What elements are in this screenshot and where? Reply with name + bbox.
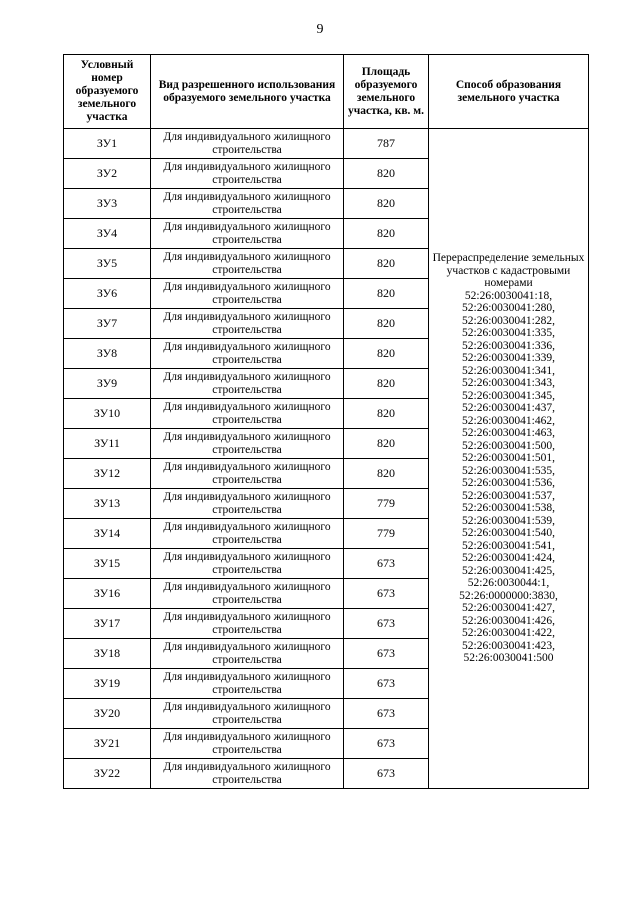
permitted-use-cell: Для индивидуального жилищного строительства [151,759,344,789]
cadastral-number: 52:26:0030041:500, [462,439,555,452]
permitted-use-cell: Для индивидуального жилищного строительства [151,579,344,609]
area-cell: 673 [344,609,429,639]
permitted-use-cell: Для индивидуального жилищного строительства [151,429,344,459]
cadastral-number: 52:26:0030041:427, [462,602,555,615]
cadastral-number: 52:26:0030041:425, [462,564,555,577]
area-cell: 820 [344,159,429,189]
cadastral-number: 52:26:0030044:1, [467,577,550,590]
plot-number-cell: ЗУ10 [64,399,151,429]
plot-number-cell: ЗУ9 [64,369,151,399]
area-cell: 673 [344,729,429,759]
cadastral-number: 52:26:0030041:535, [462,464,555,477]
plot-number-cell: ЗУ5 [64,249,151,279]
table-row [64,129,589,159]
cadastral-number: 52:26:0030041:463, [462,427,555,440]
cadastral-number: 52:26:0030041:345, [462,389,555,402]
cadastral-number: 52:26:0030041:541, [462,539,555,552]
permitted-use-cell: Для индивидуального жилищного строительства [151,669,344,699]
plot-number-cell: ЗУ20 [64,699,151,729]
cadastral-number: 52:26:0030041:335, [462,327,555,340]
cadastral-number-list [431,290,586,665]
area-cell: 673 [344,759,429,789]
cadastral-number: 52:26:0030041:536, [462,477,555,490]
area-cell: 820 [344,339,429,369]
header-plot-number: Условный номер образуемого земельного участка [64,55,151,129]
cadastral-number: 52:26:0030041:462, [462,414,555,427]
area-cell: 820 [344,249,429,279]
permitted-use-cell: Для индивидуального жилищного строительства [151,549,344,579]
cadastral-number: 52:26:0030041:18, [464,289,553,302]
plot-number-cell: ЗУ14 [64,519,151,549]
area-cell: 820 [344,219,429,249]
permitted-use-cell: Для индивидуального жилищного строительства [151,609,344,639]
plot-number-cell: ЗУ11 [64,429,151,459]
plot-number-cell: ЗУ21 [64,729,151,759]
plot-number-cell: ЗУ3 [64,189,151,219]
cadastral-number: 52:26:0030041:426, [462,614,555,627]
permitted-use-cell: Для индивидуального жилищного строительства [151,249,344,279]
permitted-use-cell: Для индивидуального жилищного строительства [151,279,344,309]
header-area: Площадь образуемого земельного участка, кв. м. [344,55,429,129]
plot-number-cell: ЗУ6 [64,279,151,309]
area-cell: 673 [344,579,429,609]
permitted-use-cell: Для индивидуального жилищного строительства [151,189,344,219]
table-header-row [64,55,589,129]
area-cell: 820 [344,279,429,309]
cadastral-number: 52:26:0030041:336, [462,339,555,352]
cadastral-number: 52:26:0030041:537, [462,489,555,502]
permitted-use-cell: Для индивидуального жилищного строительства [151,519,344,549]
plot-number-cell: ЗУ17 [64,609,151,639]
permitted-use-cell: Для индивидуального жилищного строительства [151,339,344,369]
formation-method-cell [429,129,589,789]
cadastral-number: 52:26:0030041:424, [462,552,555,565]
cadastral-number: 52:26:0030041:540, [462,527,555,540]
plot-number-cell: ЗУ12 [64,459,151,489]
plot-number-cell: ЗУ16 [64,579,151,609]
page-number: 9 [316,22,324,37]
cadastral-number: 52:26:0030041:339, [462,352,555,365]
table-body [64,129,589,789]
cadastral-number: 52:26:0030041:501, [462,452,555,465]
area-cell: 673 [344,669,429,699]
land-plots-table [63,54,589,789]
area-cell: 820 [344,399,429,429]
area-cell: 779 [344,489,429,519]
header-permitted-use: Вид разрешенного использования образуемого земельного участка [151,55,344,129]
cadastral-number: 52:26:0030041:341, [462,364,555,377]
plot-number-cell: ЗУ2 [64,159,151,189]
permitted-use-cell: Для индивидуального жилищного строительства [151,369,344,399]
permitted-use-cell: Для индивидуального жилищного строительства [151,309,344,339]
plot-number-cell: ЗУ22 [64,759,151,789]
permitted-use-cell: Для индивидуального жилищного строительства [151,699,344,729]
plot-number-cell: ЗУ13 [64,489,151,519]
permitted-use-cell: Для индивидуального жилищного строительства [151,489,344,519]
permitted-use-cell: Для индивидуального жилищного строительства [151,219,344,249]
permitted-use-cell: Для индивидуального жилищного строительства [151,459,344,489]
plot-number-cell: ЗУ1 [64,129,151,159]
plot-number-cell: ЗУ15 [64,549,151,579]
header-formation-method: Способ образования земельного участка [429,55,589,129]
cadastral-number: 52:26:0030041:538, [462,502,555,515]
cadastral-number: 52:26:0000000:3830, [459,589,558,602]
cadastral-number: 52:26:0030041:500 [463,652,554,665]
permitted-use-cell: Для индивидуального жилищного строительства [151,129,344,159]
plot-number-cell: ЗУ8 [64,339,151,369]
permitted-use-cell: Для индивидуального жилищного строительства [151,639,344,669]
cadastral-number: 52:26:0030041:343, [462,377,555,390]
plot-number-cell: ЗУ18 [64,639,151,669]
area-cell: 820 [344,459,429,489]
plot-number-cell: ЗУ4 [64,219,151,249]
plot-number-cell: ЗУ19 [64,669,151,699]
cadastral-number: 52:26:0030041:539, [462,514,555,527]
cadastral-number: 52:26:0030041:422, [462,627,555,640]
plot-number-cell: ЗУ7 [64,309,151,339]
area-cell: 820 [344,369,429,399]
area-cell: 673 [344,639,429,669]
cadastral-number: 52:26:0030041:437, [462,402,555,415]
permitted-use-cell: Для индивидуального жилищного строительства [151,399,344,429]
area-cell: 673 [344,549,429,579]
cadastral-number: 52:26:0030041:280, [462,302,555,315]
area-cell: 820 [344,429,429,459]
cadastral-number: 52:26:0030041:282, [462,314,555,327]
permitted-use-cell: Для индивидуального жилищного строительства [151,729,344,759]
area-cell: 779 [344,519,429,549]
formation-method-intro: Перераспределение земельных участков с кадастровыми номерами [432,252,585,290]
area-cell: 820 [344,189,429,219]
permitted-use-cell: Для индивидуального жилищного строительства [151,159,344,189]
cadastral-number: 52:26:0030041:423, [462,639,555,652]
area-cell: 787 [344,129,429,159]
area-cell: 673 [344,699,429,729]
area-cell: 820 [344,309,429,339]
